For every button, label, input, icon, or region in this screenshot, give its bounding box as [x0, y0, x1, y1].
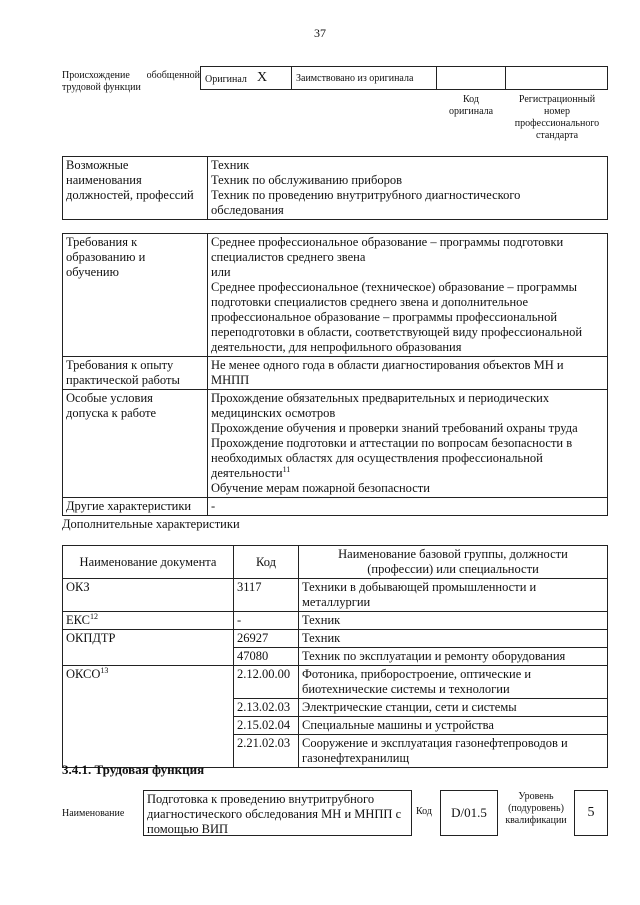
lf-name-label: Наименование [62, 808, 125, 819]
borrowed-label: Заимствовано из оригинала [296, 73, 414, 84]
header-doc: Наименование документа [63, 546, 234, 579]
doc-eks: ЕКС$^{12}$ [63, 612, 234, 630]
code-cell: - [234, 612, 299, 630]
origin-code-box [436, 66, 506, 90]
name-cell: Электрические станции, сети и системы [299, 699, 608, 717]
code-cell: 26927 [234, 630, 299, 648]
positions-table [62, 156, 608, 220]
original-label: Оригинал [205, 74, 247, 85]
labor-function-heading: 3.4.1. Трудовая функция [62, 762, 205, 777]
req-admission-text: Прохождение обязательных предварительных и периодических медицинских осмотров Прохождение обучения и проверки знаний требований охраны труда Прохождение подготовки и аттестации по вопросам безопасности в необходимых областях для осуществления профессиональной деятельности$^{11}$ Обучение мерам пожарной безопасности [208, 390, 608, 498]
req-education-label: Требования к образованию и обучению [63, 234, 208, 357]
code-cell: 2.15.02.04 [234, 717, 299, 735]
req-other-row [63, 498, 608, 516]
origin-borrowed-box [291, 66, 437, 90]
req-experience-row [63, 357, 608, 390]
table-row [63, 666, 608, 699]
positions-values: Техник Техник по обслуживанию приборов Техник по проведению внутритрубного диагностического обследования [208, 157, 608, 220]
additional-heading: Дополнительные характеристики [62, 517, 240, 531]
name-cell: Техники в добывающей промышленности и металлургии [299, 579, 608, 612]
table-row [63, 579, 608, 612]
name-cell: Техник по эксплуатации и ремонту оборудования [299, 648, 608, 666]
req-other-text: - [208, 498, 608, 516]
name-cell: Специальные машины и устройства [299, 717, 608, 735]
header-code: Код [234, 546, 299, 579]
doc-okso: ОКСО$^{13}$ [63, 666, 234, 768]
req-admission-label: Особые условия допуска к работе [63, 390, 208, 498]
req-other-label: Другие характеристики [63, 498, 208, 516]
additional-table [62, 545, 608, 768]
doc-okpdtr: ОКПДТР [63, 630, 234, 666]
code-original-caption: Код оригинала [448, 94, 494, 117]
header-name: Наименование базовой группы, должности (профессии) или специальности [299, 546, 608, 579]
req-education-row [63, 234, 608, 357]
code-cell: 2.13.02.03 [234, 699, 299, 717]
lf-name-box: Подготовка к проведению внутритрубного диагностического обследования МН и МНПП с помощью ВИП [143, 790, 412, 836]
req-experience-label: Требования к опыту практической работы [63, 357, 208, 390]
code-cell: 2.21.02.03 [234, 735, 299, 768]
code-cell: 2.12.00.00 [234, 666, 299, 699]
req-admission-row [63, 390, 608, 498]
name-cell: Сооружение и эксплуатация газонефтепроводов и газонефтехранилищ [299, 735, 608, 768]
reg-number-caption: Регистрационный номер профессионального стандарта [514, 94, 600, 141]
req-experience-text: Не менее одного года в области диагностирования объектов МН и МНПП [208, 357, 608, 390]
lf-level-box: 5 [574, 790, 608, 836]
lf-level-label: Уровень (подуровень) квалификации [505, 791, 567, 826]
page-number: 37 [314, 26, 326, 40]
table-row [63, 612, 608, 630]
origin-original-box [200, 66, 292, 90]
origin-label: Происхождение обобщенной трудовой функции [62, 70, 200, 93]
requirements-table [62, 233, 608, 516]
name-cell: Фотоника, приборостроение, оптические и биотехнические системы и технологии [299, 666, 608, 699]
doc-okz: ОКЗ [63, 579, 234, 612]
original-mark: X [257, 70, 268, 85]
positions-label: Возможные наименования должностей, профессий [63, 157, 208, 220]
footnote-12: 12 [90, 611, 98, 621]
table-row [63, 630, 608, 648]
footnote-11: 11 [282, 464, 291, 474]
lf-code-box: D/01.5 [440, 790, 498, 836]
name-cell: Техник [299, 612, 608, 630]
additional-header-row [63, 546, 608, 579]
footnote-13: 13 [100, 665, 109, 675]
code-cell: 47080 [234, 648, 299, 666]
code-cell: 3117 [234, 579, 299, 612]
name-cell: Техник [299, 630, 608, 648]
origin-reg-box [505, 66, 608, 90]
lf-code-label: Код [416, 806, 432, 817]
req-education-text: Среднее профессиональное образование – программы подготовки специалистов среднего звена или Среднее профессиональное (техническое) образование – программы подготовки специалистов среднего звена и дополнительное профессиональное образование – программы профессиональной переподготовки в области, соответствующей виду профессиональной деятельности, для непрофильного образования [208, 234, 608, 357]
